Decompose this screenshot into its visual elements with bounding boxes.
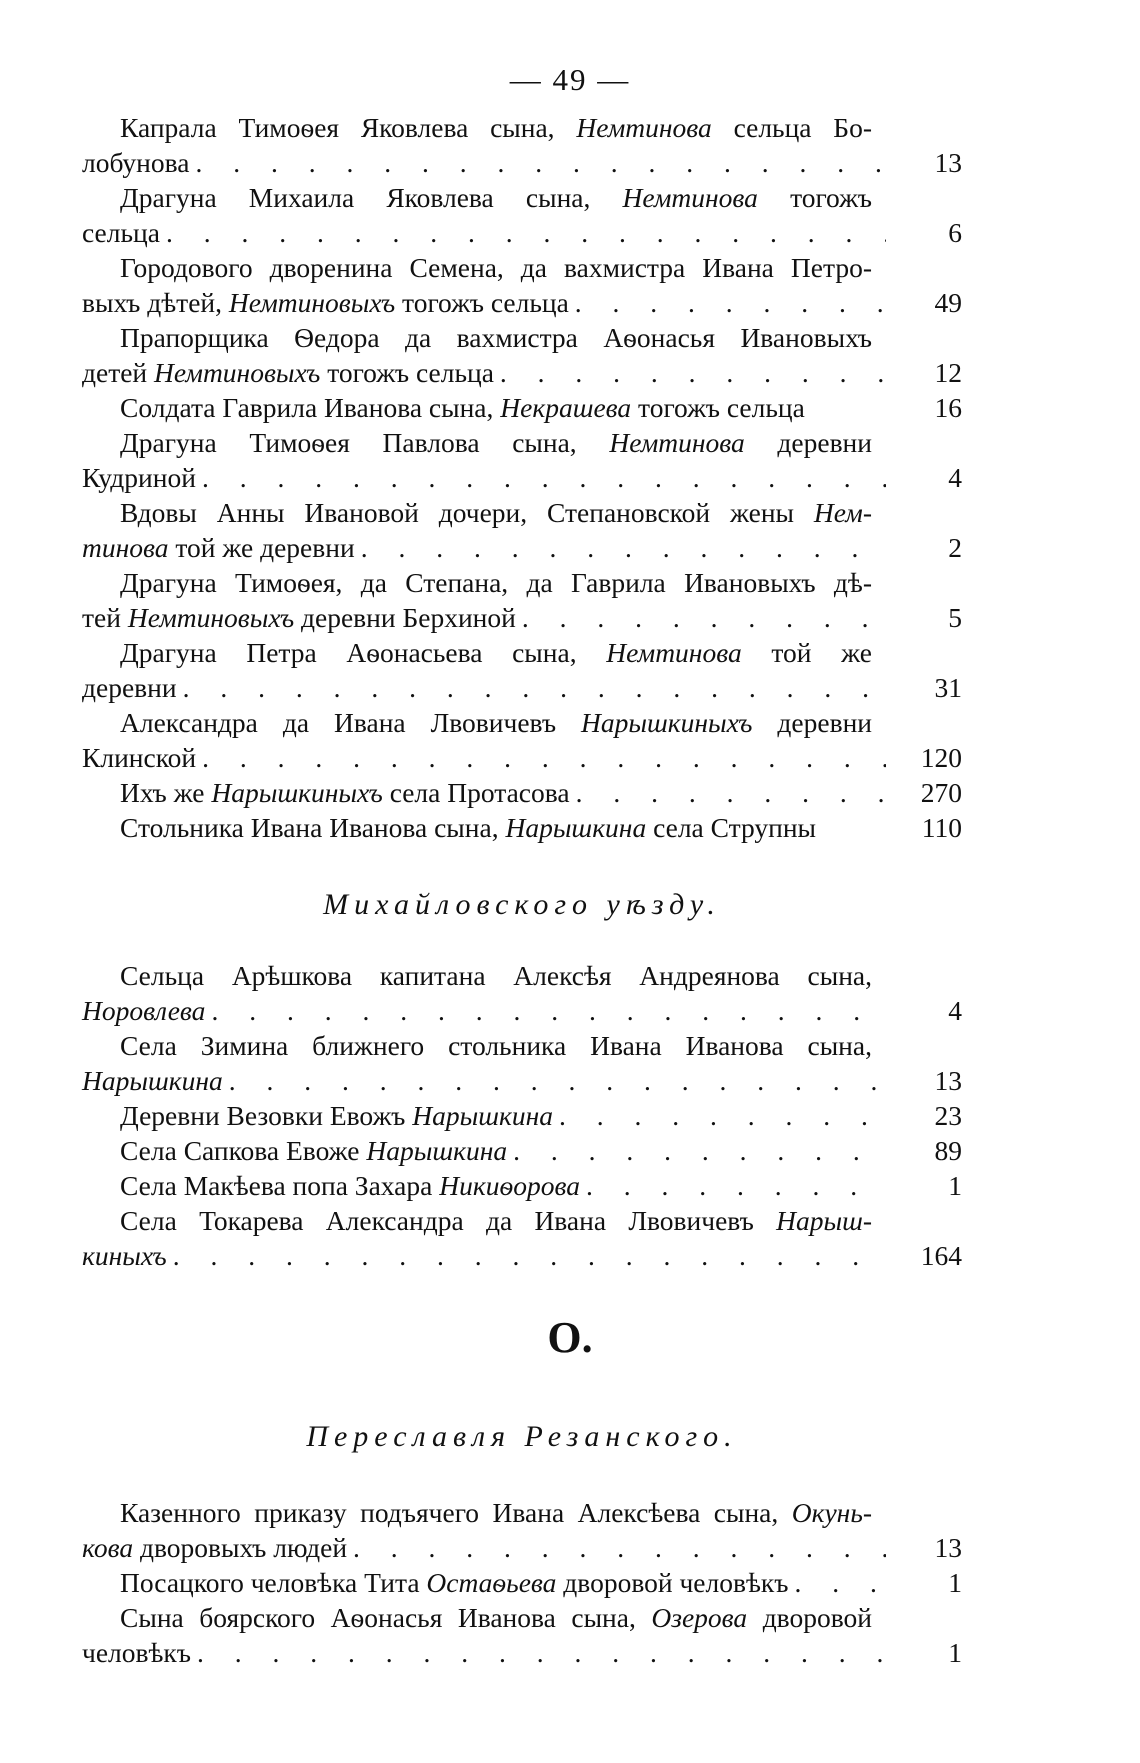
- entry-text: Александра да Ивана Лвовичевъ: [120, 707, 582, 738]
- entry-count: 49: [934, 287, 962, 318]
- entry-count: 270: [920, 777, 962, 808]
- list-item: [82, 810, 962, 845]
- list-item: [82, 705, 962, 775]
- entry-text: человѣкъ: [82, 1637, 192, 1668]
- entry-text: сельца Бо-: [711, 112, 872, 143]
- entry-text: тей: [82, 602, 128, 633]
- leader-dots: [347, 1530, 886, 1565]
- list-item: [82, 958, 962, 1028]
- list-item: [82, 775, 962, 810]
- list-item: [82, 1600, 962, 1670]
- entry-text: села Протасова: [382, 777, 570, 808]
- list-item: [82, 1495, 962, 1565]
- entry-count: 1: [948, 1637, 962, 1668]
- surname: Немтинова: [622, 182, 758, 213]
- leader-dots: [507, 1133, 886, 1168]
- list-item: [82, 110, 962, 180]
- entry-text: деревни Берхиной: [294, 602, 516, 633]
- entry-count: 5: [948, 602, 962, 633]
- entry-text: дворовой: [747, 1602, 872, 1633]
- list-item: [82, 1028, 962, 1098]
- entry-text: выхъ дѣтей,: [82, 287, 229, 318]
- entry-text: деревни: [752, 707, 872, 738]
- entries-group-1: [82, 110, 962, 845]
- surname: Окунь-: [791, 1497, 872, 1528]
- surname: кова: [82, 1532, 134, 1563]
- list-item: [82, 495, 962, 565]
- surname: Нарышкина: [505, 812, 647, 843]
- surname: киныхъ: [82, 1240, 167, 1271]
- entry-text: Сельца Арѣшкова капитана Алексѣя Андреянова сына,: [120, 960, 872, 991]
- surname: Никиѳорова: [439, 1170, 580, 1201]
- entry-text: Драгуна Михаила Яковлева сына,: [120, 182, 623, 213]
- entry-text: Сына боярского Аѳонасья Иванова сына,: [120, 1602, 652, 1633]
- leader-dots: [788, 1565, 886, 1600]
- entry-text: села Струпны: [646, 812, 817, 843]
- section-letter: О.: [547, 1313, 593, 1362]
- entry-text: Драгуна Тимоѳея Павлова сына,: [120, 427, 610, 458]
- leader-dots: [205, 993, 886, 1028]
- surname: Немтинова: [609, 427, 745, 458]
- leader-dots: [160, 215, 886, 250]
- entry-text: Вдовы Анны Ивановой дочери, Степановской жены: [120, 497, 814, 528]
- surname: Остаѳьева: [426, 1567, 557, 1598]
- leader-dots: [196, 740, 886, 775]
- leader-dots: [223, 1063, 886, 1098]
- list-item: [82, 180, 962, 250]
- entry-text: Городового дворенина Семена, да вахмистра Ивана Петро-: [120, 252, 872, 283]
- entry-text: сельца: [82, 217, 160, 248]
- leader-dots: [569, 285, 886, 320]
- entry-text: Села Макѣева попа Захара: [120, 1170, 440, 1201]
- entry-text: тогожъ сельца: [320, 357, 494, 388]
- list-item: [82, 250, 962, 320]
- page-number: — 49 —: [509, 62, 631, 97]
- entry-text: лобунова: [82, 147, 190, 178]
- section-heading: Михайловского уѣзду.: [323, 888, 721, 921]
- entry-text: дворовой человѣкъ: [556, 1567, 789, 1598]
- entry-text: Клинской: [82, 742, 197, 773]
- entry-count: 164: [920, 1240, 962, 1271]
- entry-text: Стольника Ивана Иванова сына,: [120, 812, 506, 843]
- entry-text: деревни: [82, 672, 177, 703]
- entry-text: Казенного приказу подъячего Ивана Алексѣева сына,: [120, 1497, 792, 1528]
- entry-text: Села Токарева Александра да Ивана Лвовичевъ: [120, 1205, 777, 1236]
- entry-count: 1: [948, 1567, 962, 1598]
- entry-count: 13: [934, 1532, 962, 1563]
- entry-text: Села Зимина ближнего стольника Ивана Иванова сына,: [120, 1030, 872, 1061]
- leader-dots: [570, 775, 886, 810]
- entry-count: 13: [934, 1065, 962, 1096]
- list-item: [82, 1565, 962, 1600]
- entry-text: Села Сапкова Евоже: [120, 1135, 367, 1166]
- entry-count: 1: [948, 1170, 962, 1201]
- entry-text: детей: [82, 357, 155, 388]
- surname: Нарышкиныхъ: [211, 777, 383, 808]
- list-item: [82, 390, 962, 425]
- leader-dots: [167, 1238, 886, 1273]
- entries-group-3: [82, 1495, 962, 1670]
- entry-count: 12: [934, 357, 962, 388]
- section-heading: Переславля Резанского.: [306, 1420, 738, 1453]
- surname: Нарышкиныхъ: [581, 707, 753, 738]
- entry-count: 2: [948, 532, 962, 563]
- entry-count: 23: [934, 1100, 962, 1131]
- entry-text: той же деревни: [168, 532, 355, 563]
- entry-count: 89: [934, 1135, 962, 1166]
- entry-text: Деревни Везовки Евожъ: [120, 1100, 413, 1131]
- entry-count: 4: [948, 995, 962, 1026]
- leader-dots: [177, 670, 886, 705]
- entry-text: Капрала Тимоѳея Яковлева сына,: [120, 112, 577, 143]
- entry-text: Драгуна Петра Аѳонасьева сына,: [120, 637, 607, 668]
- entries-group-2: [82, 958, 962, 1273]
- entry-text: Драгуна Тимоѳея, да Степана, да Гаврила Ивановыхъ дѣ-: [120, 567, 872, 598]
- surname: Немтинова: [576, 112, 712, 143]
- list-item: [82, 1098, 962, 1133]
- list-item: [82, 320, 962, 390]
- surname: Нем-: [813, 497, 872, 528]
- entry-count: 13: [934, 147, 962, 178]
- entry-text: Ихъ же: [120, 777, 212, 808]
- entry-text: тогожъ: [757, 182, 872, 213]
- entry-text: деревни: [744, 427, 872, 458]
- surname: Немтиновыхъ: [228, 287, 396, 318]
- entry-count: 16: [934, 392, 962, 423]
- surname: Некрашева: [500, 392, 632, 423]
- entry-text: Солдата Гаврила Иванова сына,: [120, 392, 501, 423]
- leader-dots: [553, 1098, 886, 1133]
- leader-dots: [189, 145, 886, 180]
- list-item: [82, 635, 962, 705]
- leader-dots: [494, 355, 886, 390]
- surname: Озерова: [651, 1602, 748, 1633]
- entry-count: 120: [920, 742, 962, 773]
- entry-count: 110: [921, 812, 962, 843]
- entry-text: дворовыхъ людей: [133, 1532, 348, 1563]
- leader-dots: [196, 460, 886, 495]
- leader-dots: [516, 600, 886, 635]
- entry-text: тогожъ сельца: [395, 287, 569, 318]
- list-item: [82, 565, 962, 635]
- list-item: [82, 1203, 962, 1273]
- surname: Нарышкина: [412, 1100, 553, 1131]
- surname: Немтиновыхъ: [154, 357, 321, 388]
- entry-count: 6: [948, 217, 962, 248]
- entry-text: Посацкого человѣка Тита: [120, 1567, 427, 1598]
- leader-dots: [355, 530, 886, 565]
- surname: Нарышкина: [366, 1135, 508, 1166]
- list-item: [82, 1133, 962, 1168]
- entry-text: Прапорщика Ѳедора да вахмистра Аѳонасья Ивановыхъ: [120, 322, 872, 353]
- surname: Нарыш-: [776, 1205, 872, 1236]
- entry-text: тогожъ сельца: [631, 392, 805, 423]
- surname: Норовлева: [82, 995, 206, 1026]
- leader-dots: [191, 1635, 886, 1670]
- list-item: [82, 425, 962, 495]
- surname: Немтиновыхъ: [127, 602, 295, 633]
- surname: Немтинова: [606, 637, 742, 668]
- entry-text: Кудриной: [82, 462, 196, 493]
- surname: Нарышкина: [82, 1065, 223, 1096]
- leader-dots: [580, 1168, 886, 1203]
- entry-count: 4: [948, 462, 962, 493]
- entry-text: той же: [741, 637, 873, 668]
- list-item: [82, 1168, 962, 1203]
- surname: тинова: [82, 532, 169, 563]
- entry-count: 31: [934, 672, 962, 703]
